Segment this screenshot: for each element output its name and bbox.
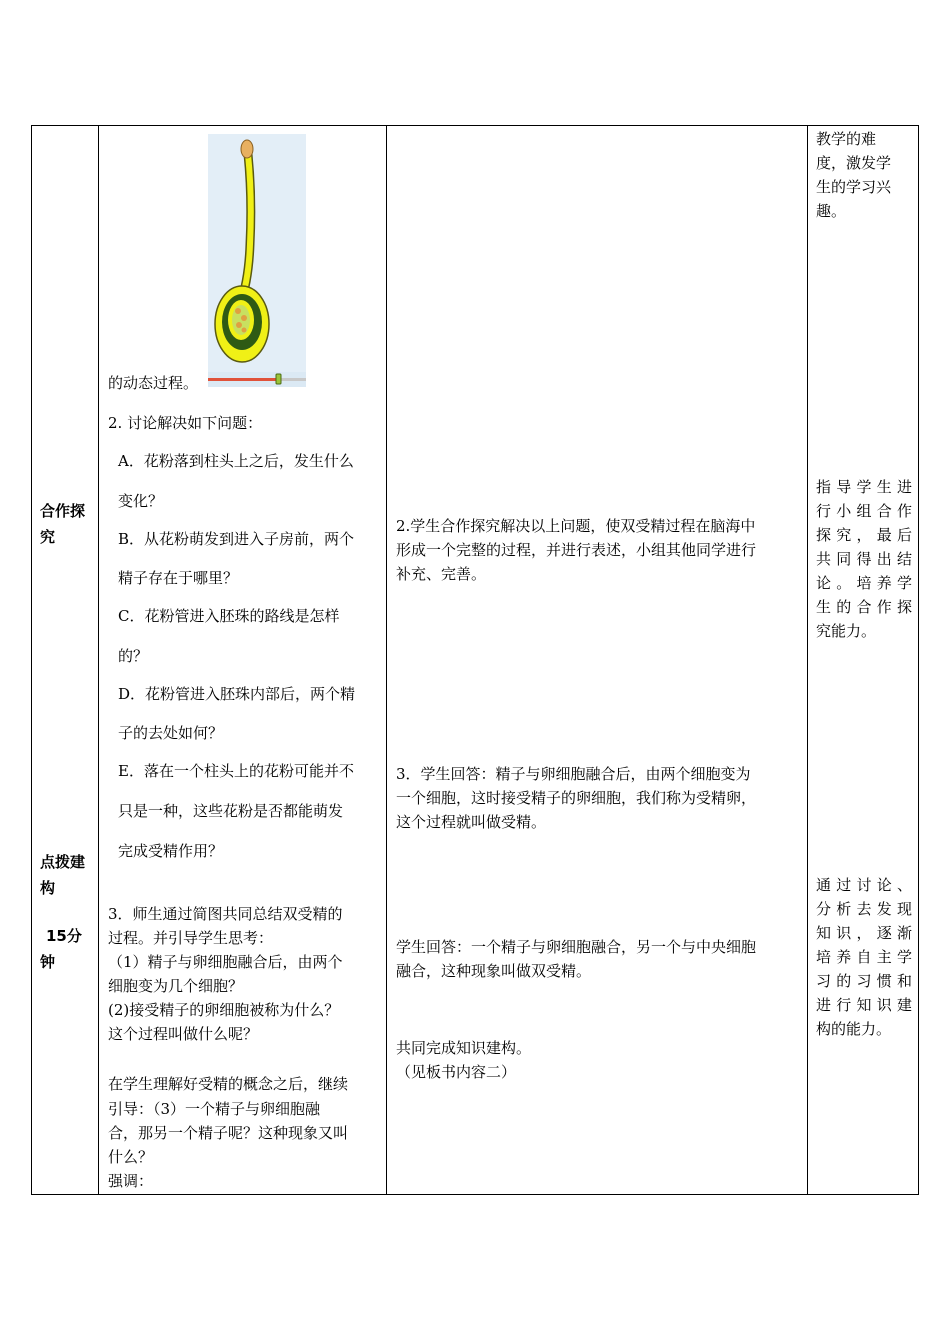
student-answer-line: 学生回答：一个精子与卵细胞融合，另一个与中央细胞 xyxy=(396,938,757,956)
student-construct-line: （见板书内容二） xyxy=(396,1063,517,1081)
column-divider xyxy=(807,126,808,1194)
column-divider xyxy=(386,126,387,1194)
question-c-cont: 的？ xyxy=(118,647,149,665)
intent-line: 构的能力。 xyxy=(816,1020,892,1038)
intent-line: 生的合作探 xyxy=(816,598,912,616)
student-step3-line: 这个过程就叫做受精。 xyxy=(396,813,547,831)
step3-line: (2)接受精子的卵细胞被称为什么？ xyxy=(108,1001,340,1019)
question-d-cont: 子的去处如何？ xyxy=(118,724,224,742)
intent-line: 指导学生进 xyxy=(816,478,912,496)
student-step3-line: 一个细胞，这时接受精子的卵细胞，我们称为受精卵， xyxy=(396,789,757,807)
intent-line: 究能力。 xyxy=(816,622,877,640)
step3-line: （1）精子与卵细胞融合后，由两个 xyxy=(108,953,343,971)
continue-line: 引导：（3）一个精子与卵细胞融 xyxy=(108,1100,321,1118)
emphasis-label: 强调： xyxy=(108,1172,154,1190)
intent-line: 教学的难 xyxy=(816,130,877,148)
student-step2-line: 形成一个完整的过程，并进行表述，小组其他同学进行 xyxy=(396,541,757,559)
dynamic-process-text: 的动态过程。 xyxy=(108,374,199,392)
step3-line: 细胞变为几个细胞？ xyxy=(108,977,244,995)
intent-line: 度，激发学 xyxy=(816,154,892,172)
intent-line: 通过讨论、 xyxy=(816,876,912,894)
pollen-tube-ovule-animation-icon xyxy=(208,134,306,387)
continue-line: 什么？ xyxy=(108,1148,154,1166)
step3-line: 过程。并引导学生思考： xyxy=(108,929,274,947)
intent-line: 共同得出结 xyxy=(816,550,912,568)
continue-line: 合，那另一个精子呢？这种现象又叫 xyxy=(108,1124,349,1142)
question-a-cont: 变化？ xyxy=(118,492,164,510)
question-c: C．花粉管进入胚珠的路线是怎样 xyxy=(118,607,340,625)
intent-line: 习的习惯和 xyxy=(816,972,912,990)
question-e: E．落在一个柱头上的花粉可能并不 xyxy=(118,762,354,780)
continue-line: 在学生理解好受精的概念之后，继续 xyxy=(108,1075,349,1093)
intent-line: 知识，逐渐 xyxy=(816,924,912,942)
intent-line: 行小组合作 xyxy=(816,502,912,520)
discuss-heading: 2. 讨论解决如下问题： xyxy=(108,414,263,432)
stage-label-cooperative-cont: 究 xyxy=(40,528,56,546)
question-e-cont: 只是一种，这些花粉是否都能萌发 xyxy=(118,802,344,820)
intent-line: 培养自主学 xyxy=(816,948,912,966)
student-answer-line: 融合，这种现象叫做双受精。 xyxy=(396,962,592,980)
intent-line: 进行知识建 xyxy=(816,996,912,1014)
step3-line: 3．师生通过简图共同总结双受精的 xyxy=(108,905,343,923)
student-step2-line: 补充、完善。 xyxy=(396,565,487,583)
intent-line: 分析去发现 xyxy=(816,900,912,918)
intent-line: 论。培养学 xyxy=(816,574,912,592)
intent-line: 探究，最后 xyxy=(816,526,912,544)
student-step2-line: 2.学生合作探究解决以上问题，使双受精过程在脑海中 xyxy=(396,517,756,535)
question-b: B．从花粉萌发到进入子房前，两个 xyxy=(118,530,355,548)
student-construct-line: 共同完成知识建构。 xyxy=(396,1039,532,1057)
column-divider xyxy=(98,126,99,1194)
stage-label-guide-cont: 构 xyxy=(40,879,56,897)
step3-line: 这个过程叫做什么呢？ xyxy=(108,1025,259,1043)
stage-time: 15分 xyxy=(46,927,82,945)
intent-line: 趣。 xyxy=(816,202,847,220)
question-b-cont: 精子存在于哪里？ xyxy=(118,569,239,587)
question-d: D．花粉管进入胚珠内部后，两个精 xyxy=(118,685,356,703)
intent-line: 生的学习兴 xyxy=(816,178,892,196)
student-step3-line: 3．学生回答：精子与卵细胞融合后，由两个细胞变为 xyxy=(396,765,751,783)
stage-label-cooperative: 合作探 xyxy=(40,502,86,520)
lesson-plan-table xyxy=(31,125,919,1195)
stage-time-unit: 钟 xyxy=(40,953,56,971)
stage-label-guide: 点拨建 xyxy=(40,853,86,871)
question-a: A．花粉落到柱头上之后，发生什么 xyxy=(118,452,354,470)
question-e-cont2: 完成受精作用？ xyxy=(118,842,224,860)
